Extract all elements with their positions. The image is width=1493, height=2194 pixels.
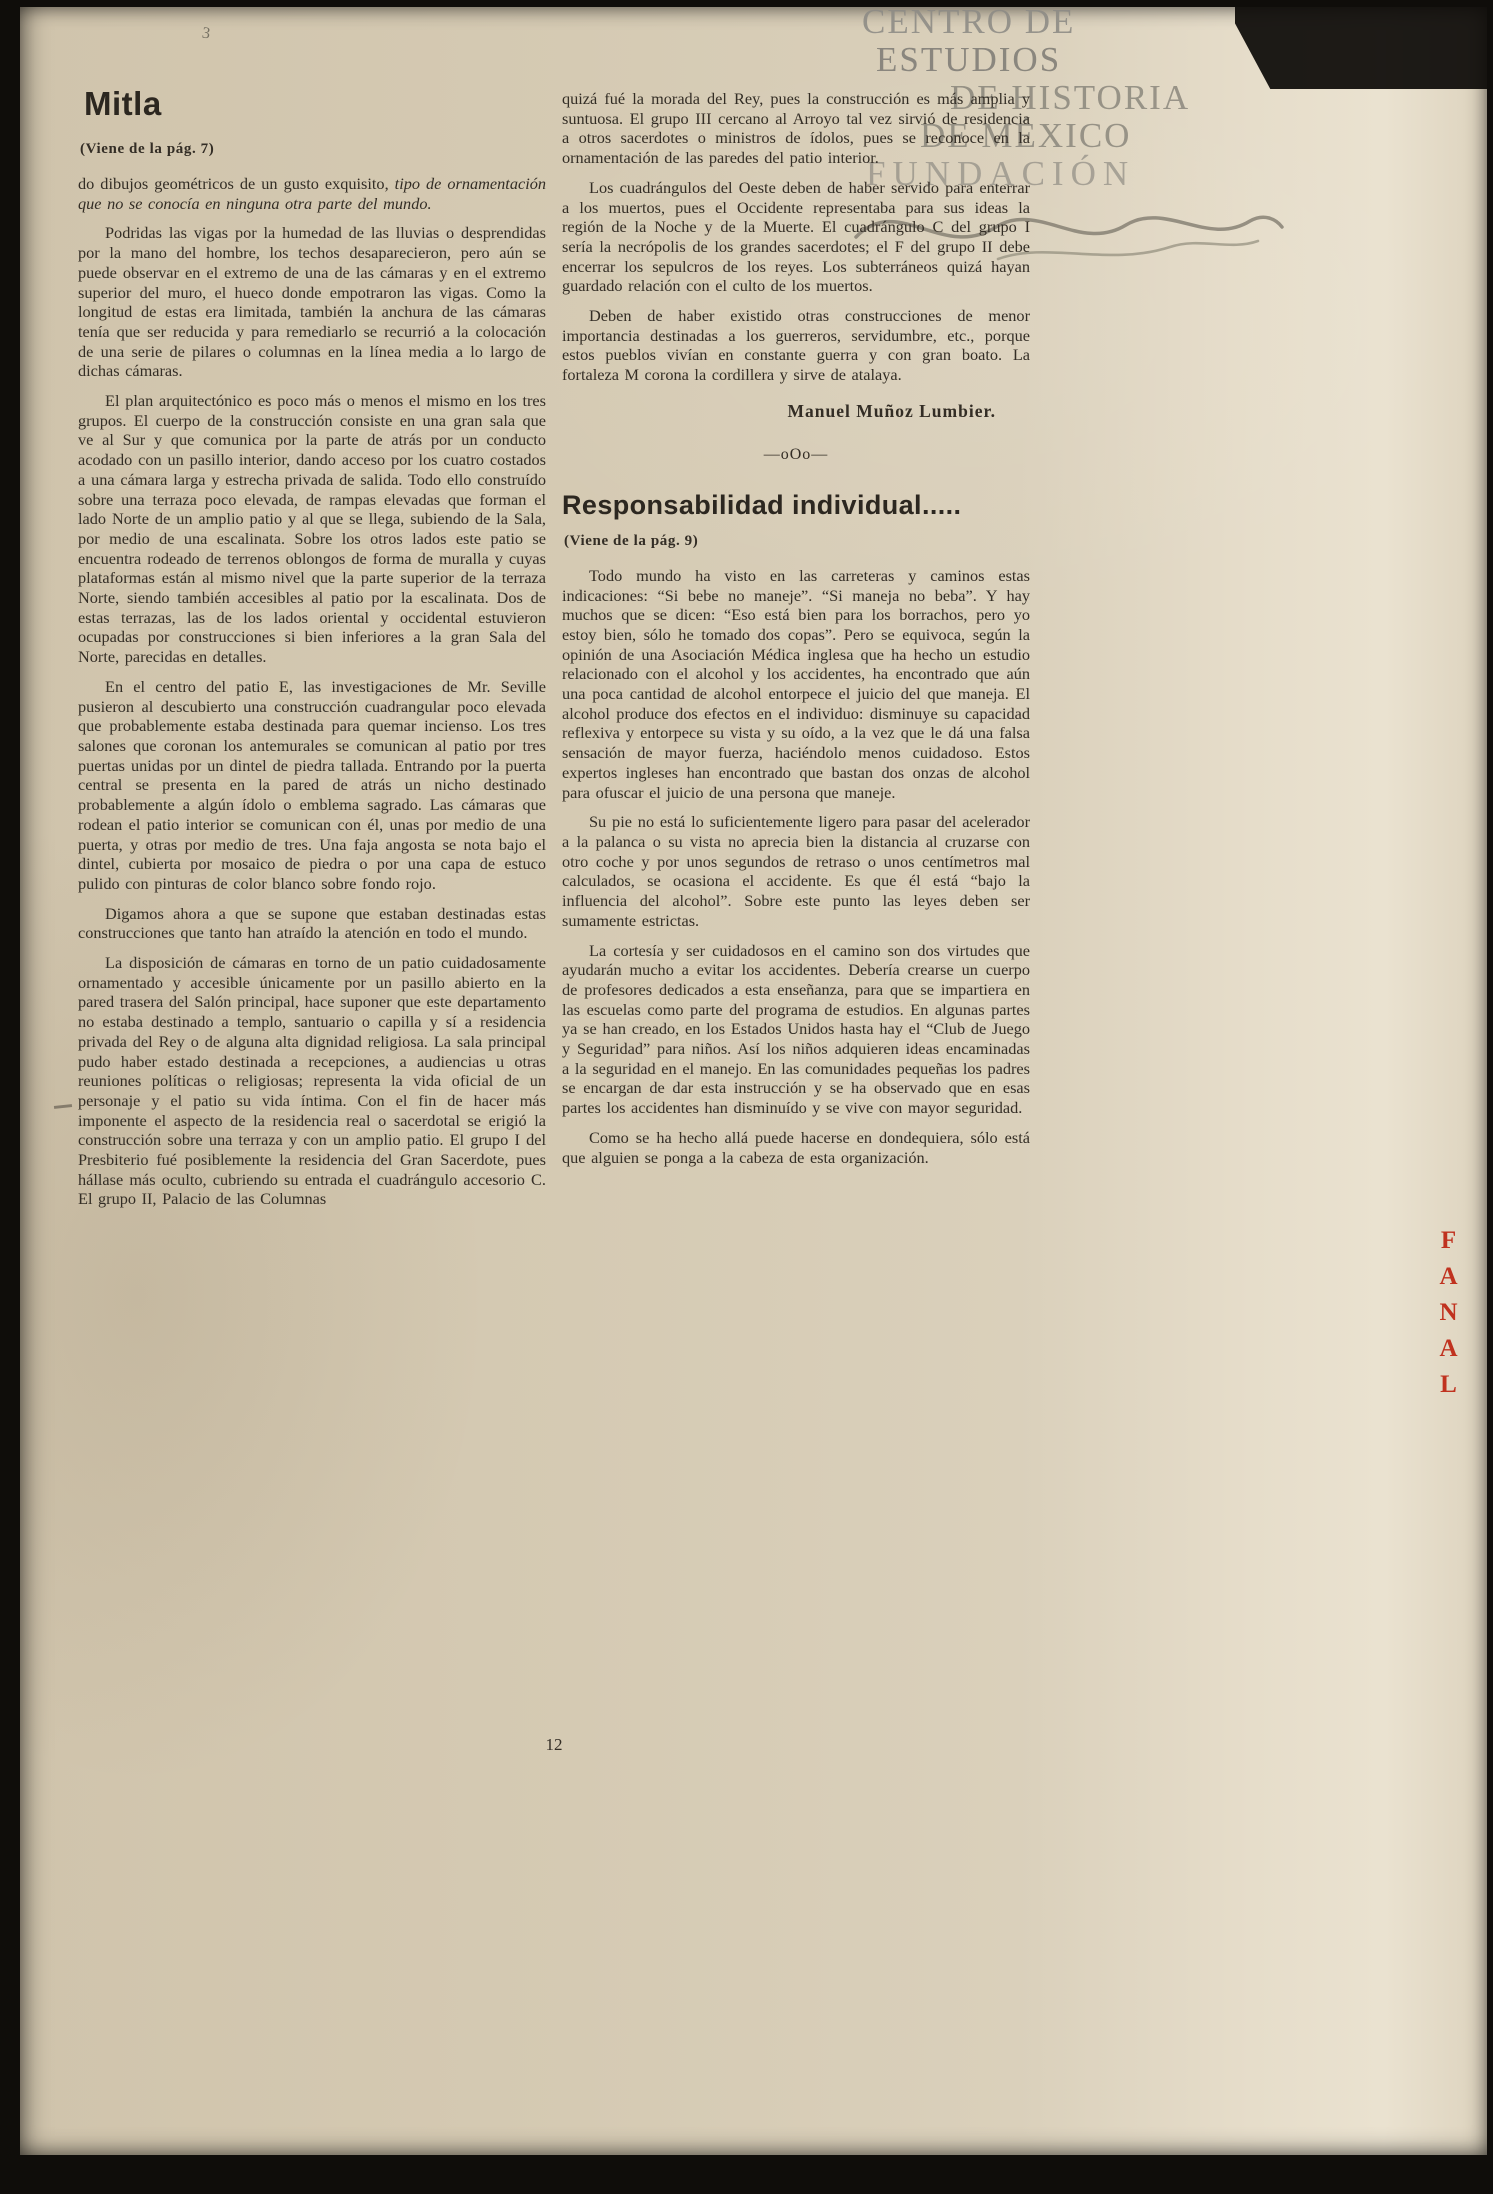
watermark-line: DE MÉXICO	[920, 116, 1132, 155]
paragraph: La cortesía y ser cuidadosos en el camino son dos virtudes que ayudarán mucho a evitar los accidentes. Debería crearse un cuerpo de profesores dedicados a esta enseñanza, para que se impartiera en las escuelas como parte del programa de estudios. En algunas partes ya se han creado, en los Estados Unidos hasta hay el “Club de Juego y Seguridad” para niños. Así los niños adquieren ideas encaminadas a la seguridad en el manejo. En las comunidades pequeñas los padres se encargan de dar esta instrucción y se ha observado que en esas partes los accidentes han disminuído y se vive con mayor seguridad.	[562, 940, 1030, 1118]
paragraph: quizá fué la morada del Rey, pues la construcción es más amplia y suntuosa. El grupo III cercano al Arroyo tal vez sirvió de residencia a otros sacerdotes o ministros de ídolos, pues se reconoce en la ornamentación de las paredes del patio interior.	[562, 89, 1030, 168]
continued-from-note: (Viene de la pág. 7)	[80, 141, 215, 157]
paragraph: Como se ha hecho allá puede hacerse en dondequiera, sólo está que alguien se ponga a la cabeza de esta organización.	[562, 1127, 1030, 1167]
text-block	[78, 79, 1030, 1219]
watermark-line: ESTUDIOS	[876, 40, 1062, 79]
article-title-mitla: Mitla	[84, 85, 162, 122]
article-title-responsabilidad: Responsabilidad individual.....	[562, 489, 962, 520]
paragraph: Deben de haber existido otras construcciones de menor importancia destinadas a los guerreros, servidumbre, etc., porque estos pueblos vivían en constante guerra y con gran boato. La fortaleza M corona la cordillera y sirve de atalaya.	[562, 306, 1030, 385]
page-number: 12	[545, 1735, 563, 1754]
paragraph: En el centro del patio E, las investigaciones de Mr. Seville pusieron al descubierto una construcción cuadrangular poco elevada que probablemente estaba destinada para quemar incienso. Los tres salones que coronan los antemurales se comunican al patio por tres puertas unidas por un dintel de piedra tallada. Entrando por la puerta central se presenta en la pared de atrás un nicho destinado probablemente a algún ídolo o emblema sagrado. Las cámaras que rodean el patio interior se comunican con él, unas por medio de una puerta, y otras por medio de tres. Una faja angosta se nota bajo el dintel, cubierta por mosaico de piedra o por una capa de estuco pulido con pinturas de color blanco sobre fondo rojo.	[78, 676, 546, 893]
scan-corner-shadow	[1235, 7, 1487, 89]
watermark-line: FUNDACIÓN	[866, 154, 1136, 193]
margin-dash-mark	[54, 1104, 72, 1109]
left-column	[78, 79, 546, 1219]
paragraph-text: do dibujos geométricos de un gusto exquisito,	[78, 174, 395, 193]
paragraph: Digamos ahora a que se supone que estaban destinadas estas construcciones que tanto han atraído la atención en todo el mundo.	[78, 903, 546, 943]
paragraph: El plan arquitectónico es poco más o menos el mismo en los tres grupos. El cuerpo de la construcción consiste en una gran sala que ve al Sur y que comunica por la parte de atrás por un conducto acodado con un pasillo interior, dando acceso por los cuatro costados a una cámara larga y estrecha privada de salida. Todo ello construído sobre una terraza poco elevada, de rampas elevadas que forman el lado Norte de un amplio patio y al que se llega, subiendo de la Sala, por medio de una escalinata. Sobre los otros lados este patio se encuentra rodeado de terrenos oblongos de forma de muralla y cuyas plataformas están al mismo nivel que la parte superior de la terraza Norte, siendo también accesibles al patio por la escalinata. Dos de estas terrazas, las de los lados oriental y occidental estuvieron ocupadas por construcciones si bien inferiores a la gran Sala del Norte, parecidas en detalles.	[78, 391, 546, 667]
paragraph: Todo mundo ha visto en las carreteras y caminos estas indicaciones: “Si bebe no maneje”. “Si maneja no beba”. Y hay muchos que se dicen: “Eso está bien para los borrachos, pero yo estoy bien, sólo he tomado dos copas”. Pero se equivoca, según la opinión de una Asociación Médica inglesa que ha hecho un estudio relacionado con el alcohol y los accidentes, ha encontrado que aún una poca cantidad de alcohol entorpece el juicio del que maneja. El alcohol produce dos efectos en el individuo: disminuye su capacidad reflexiva y entorpece su vista y su oído, a la vez que le dá una falsa sensación de mayor fuerza, haciéndolo menos cuidadoso. Estos expertos ingleses han encontrado que bastan dos onzas de alcohol para ofuscar el juicio de una persona que maneje.	[562, 565, 1030, 802]
paragraph: Podridas las vigas por la humedad de las lluvias o desprendidas por la mano del hombre, los techos desaparecieron, pero aún se puede observar en el extremo de una de las cámaras y en el extremo superior del muro, el hueco donde empotraron las vigas. Como la longitud de estas era limitada, también la anchura de las cámaras tenía que ser reducida y para remediarlo se recurrió a la colocación de una serie de pilares o columnas en la línea media a lo largo de dichas cámaras.	[78, 223, 546, 381]
watermark-line: CENTRO DE	[862, 2, 1076, 41]
watermark-line: DE HISTORIA	[950, 78, 1191, 117]
paragraph: La disposición de cámaras en torno de un patio cuidadosamente ornamentado y accesible únicamente por un pasillo abierto en la pared trasera del Salón principal, hace suponer que este departamento no estaba destinado a templo, santuario o capilla y sí a residencia privada del Rey o de alguna alta dignidad religiosa. La sala principal pudo haber estado destinada a recepciones, a audiencias u otras reuniones políticas o religiosas; representa la vida oficial de un personaje y el patio su vida íntima. Con el fin de hacer más imponente el aspecto de la residencia real o sacerdotal se erigió la construcción sobre una terraza y con un amplio patio. El grupo I del Presbiterio fué posiblemente la residencia del Gran Sacerdote, pues hállase más oculto, cubriendo su entrada el cuadrángulo accesorio C. El grupo II, Palacio de las Columnas	[78, 953, 546, 1209]
section-divider: —oOo—	[763, 445, 829, 463]
paragraph: Su pie no está lo suficientemente ligero para pasar del acelerador a la palanca o su vista no aprecia bien la distancia al cruzarse con otro coche y por unos segundos de retraso o unos centímetros mal calculados, se ocasiona el accidente. Es que él está “bajo la influencia del alcohol”. Sobre este punto las leyes deben ser sumamente estrictas.	[562, 812, 1030, 930]
paragraph-italic-text: tipo de ornamentación que no se conocía en ninguna otra parte del mundo.	[78, 174, 546, 213]
author-signature: Manuel Muñoz Lumbier.	[787, 400, 996, 421]
continued-from-note: (Viene de la pág. 9)	[564, 532, 699, 549]
page	[20, 2, 1487, 2155]
pencil-mark: 3	[200, 24, 212, 43]
paragraph	[78, 174, 546, 213]
right-column	[562, 79, 1030, 1219]
fanal-side-label: FANAL	[1435, 1227, 1462, 1407]
paragraph: Los cuadrángulos del Oeste deben de haber servido para enterrar a los muertos, pues el Occidente representaba para sus ideas la región de la Noche y de la Muerte. El cuadrángulo C del grupo I sería la necrópolis de los grandes sacerdotes; el F del grupo II debe encerrar los sepulcros de los reyes. Los subterráneos quizá hayan guardado relación con el culto de los muertos.	[562, 177, 1030, 296]
